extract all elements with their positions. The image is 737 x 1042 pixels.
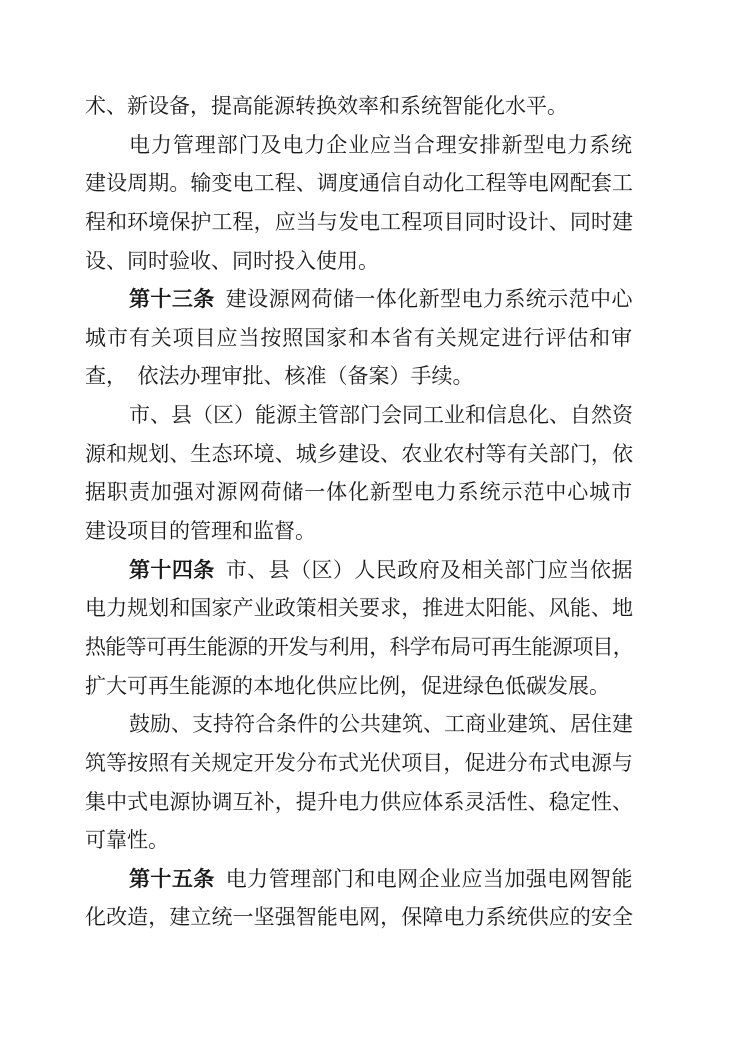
article-number: 第十五条 xyxy=(129,867,215,891)
paragraph-article-14 xyxy=(85,552,633,707)
text-line xyxy=(85,474,633,513)
paragraph-article-13 xyxy=(85,281,633,397)
text-line xyxy=(85,629,633,668)
article-number: 第十四条 xyxy=(129,558,215,582)
text-line-content: 第十三条 建设源网荷储一体化新型电力系统示范中心 xyxy=(129,288,633,312)
paragraph-article-13-supervision xyxy=(85,397,633,552)
text-line-content: 术、新设备，提高能源转换效率和系统智能化水平。 xyxy=(85,95,568,118)
text-line-content: 热能等可再生能源的开发与利用，科学布局可再生能源项目， xyxy=(85,635,634,659)
text-line-content: 鼓励、支持符合条件的公共建筑、工商业建筑、居住建 xyxy=(129,713,633,737)
text-line xyxy=(85,88,633,127)
text-line xyxy=(85,745,633,784)
text-line-content: 扩大可再生能源的本地化供应比例，促进绿色低碳发展。 xyxy=(85,674,610,698)
paragraph-continuation xyxy=(85,88,633,127)
text-line xyxy=(85,204,633,243)
text-line xyxy=(85,358,633,397)
text-line-content: 查， 依法办理审批、核准（备案）手续。 xyxy=(85,365,474,389)
text-line-content: 第十五条 电力管理部门和电网企业应当加强电网智能 xyxy=(129,867,633,891)
text-line xyxy=(85,706,633,745)
text-line-content: 集中式电源协调互补，提升电力供应体系灵活性、稳定性、 xyxy=(85,790,634,814)
text-line-content: 设、同时验收、同时投入使用。 xyxy=(85,249,379,273)
paragraph-article-15 xyxy=(85,861,633,938)
text-line xyxy=(85,281,633,320)
text-line-content: 市、县（区）能源主管部门会同工业和信息化、自然资 xyxy=(129,404,633,428)
text-line-content: 筑等按照有关规定开发分布式光伏项目，促进分布式电源与 xyxy=(85,751,634,775)
text-line xyxy=(85,552,633,591)
text-line-content: 电力规划和国家产业政策相关要求，推进太阳能、风能、地 xyxy=(85,597,634,621)
text-line xyxy=(85,243,633,282)
text-line-content: 第十四条 市、县（区）人民政府及相关部门应当依据 xyxy=(129,558,633,582)
text-line xyxy=(85,668,633,707)
text-line xyxy=(85,784,633,823)
text-line xyxy=(85,397,633,436)
text-line-content: 源和规划、生态环境、城乡建设、农业农村等有关部门，依 xyxy=(85,442,634,466)
text-line xyxy=(85,590,633,629)
text-line xyxy=(85,127,633,166)
document-text xyxy=(85,88,633,938)
paragraph-grid-construction xyxy=(85,127,633,282)
text-line-content: 据职责加强对源网荷储一体化新型电力系统示范中心城市 xyxy=(85,481,633,505)
text-line xyxy=(85,513,633,552)
text-line xyxy=(85,822,633,861)
text-line xyxy=(85,165,633,204)
text-line-content: 城市有关项目应当按照国家和本省有关规定进行评估和审 xyxy=(85,326,633,350)
text-line-content: 程和环境保护工程，应当与发电工程项目同时设计、同时建 xyxy=(85,210,634,234)
paragraph-article-14-distributed-pv xyxy=(85,706,633,861)
text-line xyxy=(85,320,633,359)
text-line-content: 建设周期。输变电工程、调度通信自动化工程等电网配套工 xyxy=(85,172,634,196)
text-line-content: 电力管理部门及电力企业应当合理安排新型电力系统 xyxy=(129,133,633,157)
text-line xyxy=(85,436,633,475)
text-line-content: 化改造，建立统一坚强智能电网，保障电力系统供应的安全 xyxy=(85,906,634,930)
text-line-content: 建设项目的管理和监督。 xyxy=(85,520,316,544)
text-line xyxy=(85,861,633,900)
text-line xyxy=(85,899,633,938)
article-number: 第十三条 xyxy=(129,288,215,312)
text-line-content: 可靠性。 xyxy=(85,829,169,853)
